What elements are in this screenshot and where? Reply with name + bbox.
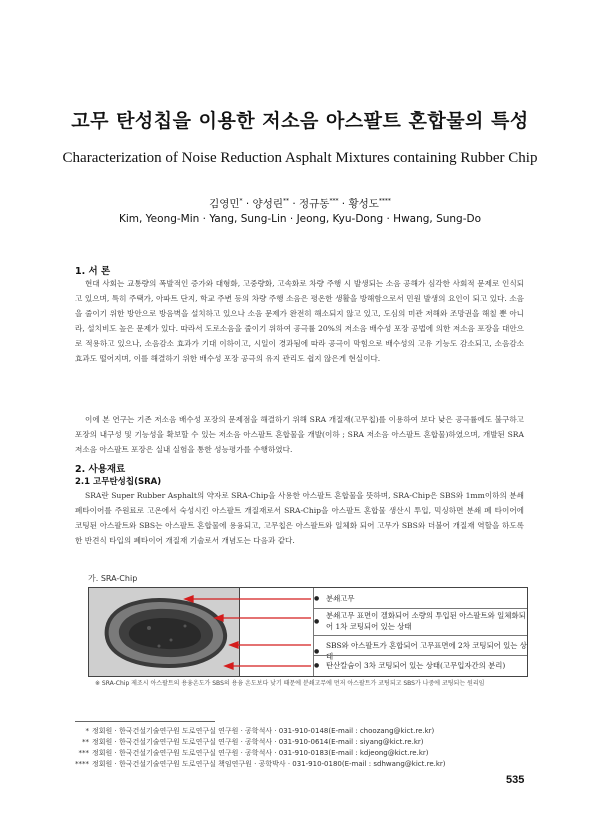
- author-name: 양성린: [252, 198, 283, 210]
- row-divider: [314, 655, 527, 656]
- footnote-mark: ****: [75, 760, 89, 768]
- figure-item-text: 분쇄고무: [326, 594, 355, 603]
- bullet-icon: ●: [314, 662, 320, 669]
- section-heading-introduction: 1. 서 론: [75, 266, 111, 277]
- authors-korean: 김영민* · 양성린** · 정규동*** · 황성도****: [209, 197, 391, 210]
- author-mark: ****: [378, 197, 391, 205]
- authors-english: Kim, Yeong-Min · Yang, Sung-Lin · Jeong, Kyu-Dong · Hwang, Sung-Do: [118, 213, 482, 225]
- section-heading-materials: 2. 사용재료: [75, 464, 126, 475]
- arrow-head: [185, 596, 193, 602]
- author-name: 황성도: [348, 198, 379, 210]
- footnote-text: 정회원 · 한국건설기술연구원 도로연구실 연구원 · 공학석사 · 031-910-0183(E-mail : kdjeong@kict.re.kr): [92, 749, 429, 757]
- footnote: [75, 726, 535, 737]
- bullet-icon: ●: [314, 617, 320, 625]
- subsection-heading-sra: 2.1 고무탄성칩(SRA): [75, 477, 162, 487]
- figure-item-text: 탄산칼슘이 3차 코팅되어 있는 상태(고무입자간의 분리): [326, 661, 506, 670]
- footnotes: [75, 721, 535, 770]
- arrow-head: [225, 663, 233, 669]
- footnote-text: 정회원 · 한국건설기술연구원 도로연구실 책임연구원 · 공학박사 · 031-910-0180(E-mail : sdhwang@kict.re.kr): [92, 760, 446, 768]
- author-mark: *: [239, 197, 243, 205]
- paper-title-korean: 고무 탄성칩을 이용한 저소음 아스팔트 혼합물의 특성: [71, 110, 529, 132]
- author-name: 정규동: [299, 198, 330, 210]
- row-divider: [314, 608, 527, 609]
- figure-note: ※ SRA-Chip 제조시 아스팔트의 용융온도가 SBS의 용융 온도보다 낮기 때문에 분쇄고무에 먼저 아스팔트가 코팅되고 SBS가 나중에 코팅되는 원리임: [95, 680, 485, 687]
- footnote-mark: ***: [78, 749, 89, 757]
- arrow-head: [230, 642, 238, 648]
- bullet-icon: ●: [314, 647, 320, 655]
- figure-item: [314, 660, 527, 671]
- footnote: [75, 748, 535, 759]
- figure-item: [314, 593, 527, 604]
- arrow-head: [215, 615, 223, 621]
- intro-paragraph-1: 현대 사회는 교통량의 폭발적인 증가와 대형화, 고중량화, 고속화로 차량 주행 시 발생되는 소음 공해가 심각한 사회적 문제로 인식되고 있으며, 특히 주택가, 아파트 단지, 학교 주변 등의 차량 주행 소음은 평온한 생활을 방해함으로서 민원 발생의 요인이 되고 있다. 소음을 줄이기 위한 방안으로 방음벽을 설치하고 있으나 소음 문제가 완전히 해소되지 않고 있고, 도심의 미관 저해와 조망권을 해칠 뿐 아니라, 설치비도 높은 문제가 있다. 따라서 도로소음을 줄이기 위하여 공극률 20%의 저소음 배수성 포장 공법에 의한 저소음 포장을 대안으로 적용하고 있으나, 소음감소 효과가 기대 이하이고, 시일이 경과됨에 따라 공극이 막힘으로 배수성의 고유 기능도 감소되고, 소음감소 효과도 떨어지며, 이를 해결하기 위한 배수성 포장 공극의 유지 관리도 쉽지 않은게 현실이다.: [75, 279, 524, 363]
- figure-item-text: 분쇄고무 표면이 겔화되어 소량의 투입된 아스팔트와 일체화되어 1차 코팅되어 있는 상태: [326, 611, 526, 631]
- intro-paragraph-2: 이에 본 연구는 기존 저소음 배수성 포장의 문제점을 해결하기 위해 SRA 개질재(고무칩)를 이용하여 보다 낮은 공극률에도 불구하고 포장의 내구성 및 기능성을 확보할 수 있는 저소음 아스팔트 혼합물을 개발(이하 ; SRA 저소음 아스팔트 혼합물)하였으며, 개발된 SRA 저소음 아스팔트 포장은 실내 실험을 통한 성능평가를 수행하였다.: [75, 415, 524, 454]
- footnote-rule: [75, 721, 215, 722]
- page-number: 535: [506, 774, 525, 786]
- row-divider: [314, 635, 527, 636]
- footnote: [75, 737, 535, 748]
- footnote-text: 정회원 · 한국건설기술연구원 도로연구실 연구원 · 공학석사 · 031-910-0614(E-mail : siyang@kict.re.kr): [92, 738, 424, 746]
- author-mark: **: [282, 197, 289, 205]
- footnote: [75, 759, 535, 770]
- figure-item: [314, 640, 527, 662]
- bullet-icon: ●: [314, 595, 320, 602]
- figure-label: 가. SRA-Chip: [88, 574, 138, 583]
- footnote-text: 정회원 · 한국건설기술연구원 도로연구실 연구원 · 공학석사 · 031-910-0148(E-mail : choozang@kict.re.kr): [92, 727, 435, 735]
- author-name: 김영민: [209, 198, 240, 210]
- footnote-mark: *: [85, 727, 89, 735]
- figure-item-text: SBS와 아스팔트가 혼합되어 고무표면에 2차 코팅되어 있는 상태: [326, 641, 527, 661]
- paper-title-english: Characterization of Noise Reduction Asphalt Mixtures containing Rubber Chip: [62, 150, 538, 166]
- figure-item: [314, 610, 527, 632]
- materials-paragraph-1: SRA란 Super Rubber Asphalt의 약자로 SRA-Chip을 사용한 아스팔트 혼합물을 뜻하며, SRA-Chip은 SBS와 1mm이하의 분쇄 폐타이어를 주원료로 고온에서 숙성시킨 아스팔트 개질재로서 SRA-Chip을 아스팔트 혼합물 생산시 투입, 믹싱하면 분쇄 폐 타이어에 코팅된 아스팔트와 SBS는 아스팔트 혼합물에 용융되고, 고무칩은 아스팔트와 일체화 되어 고무가 SBS와 더불어 개질재 역할을 하도록 한 반견식 타입의 폐타이어 개질재 기술로서 개념도는 다음과 같다.: [75, 491, 524, 545]
- sra-chip-figure: [88, 587, 528, 677]
- footnote-mark: **: [82, 738, 89, 746]
- author-mark: ***: [329, 197, 339, 205]
